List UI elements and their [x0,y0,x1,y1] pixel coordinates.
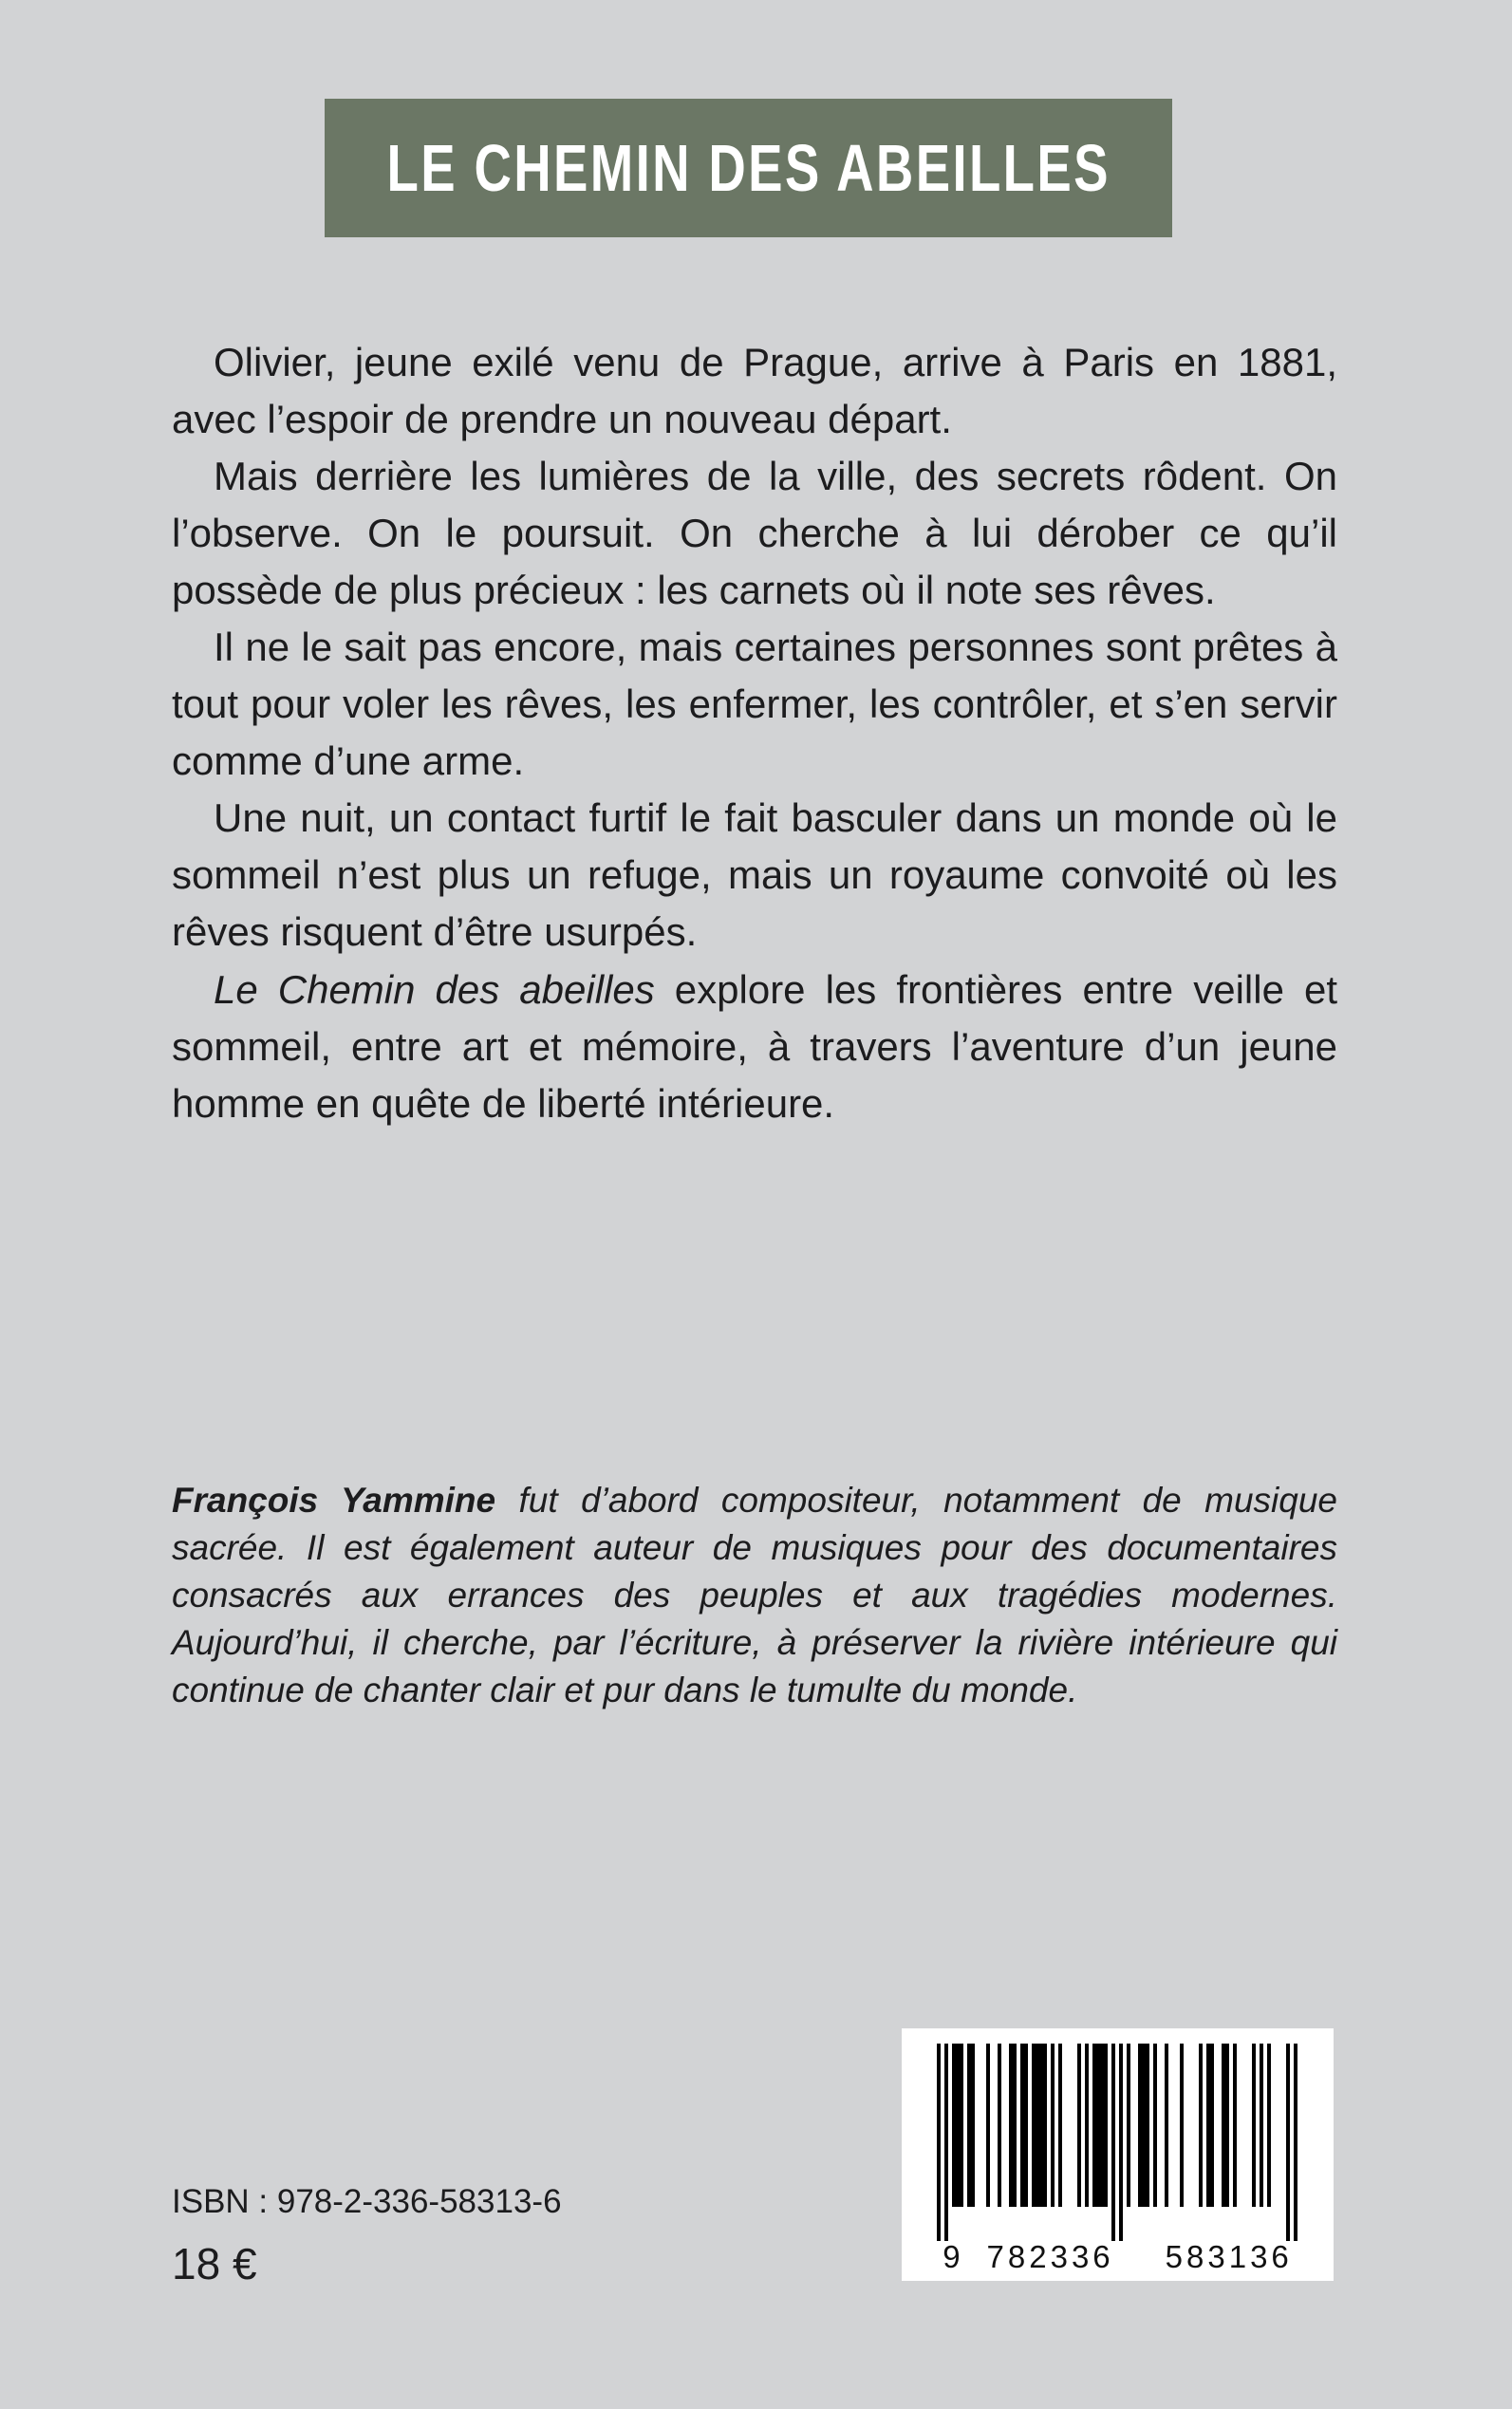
barcode-bars [932,2044,1302,2245]
price-label: 18 € [172,2239,257,2288]
isbn-label: ISBN : 978-2-336-58313-6 [172,2183,562,2220]
synopsis-paragraph: Olivier, jeune exilé venu de Prague, arrive à Paris en 1881, avec l’espoir de prendre un nouveau départ. [172,340,1337,442]
synopsis-closing-text: explore les frontières entre veille et sommeil, entre art et mémoire, à travers l’aventure d’un jeune homme en quête de liberté intérieure. [172,966,1338,1126]
book-title: LE CHEMIN DES ABEILLES [386,131,1111,205]
ean-barcode [902,2028,1334,2281]
author-bio [172,1477,1337,1714]
synopsis-paragraph: Il ne le sait pas encore, mais certaines personnes sont prêtes à tout pour voler les rêves, les enfermer, les contrôler, et s’en servir comme d’une arme. [172,625,1337,784]
author-bio-text: fut d’abord compositeur, notamment de musique sacrée. Il est également auteur de musiques pour des documentaires consacrés aux errances des peuples et aux tragédies modernes. Aujourd’hui, il cherche, par l’écriture, à préserver la rivière intérieure qui continue de chanter clair et pur dans le tumulte du monde. [172,1481,1337,1709]
barcode-digits [902,2239,1334,2275]
author-bio-paragraph [172,1477,1337,1714]
synopsis-paragraph: Une nuit, un contact furtif le fait basculer dans un monde où le sommeil n’est plus un refuge, mais un royaume convoité où les rêves risquent d’être usurpés. [172,795,1337,955]
synopsis [172,334,1337,1132]
barcode-digits-right: 583136 [1165,2239,1293,2274]
synopsis-paragraph [172,962,1337,1132]
author-name: François Yammine [172,1481,496,1520]
synopsis-paragraph: Mais derrière les lumières de la ville, des secrets rôdent. On l’observe. On le poursuit. On cherche à lui dérober ce qu’il possède de plus précieux : les carnets où il note ses rêves. [172,454,1337,613]
barcode-digits-left: 782336 [986,2239,1114,2274]
title-banner [325,99,1172,237]
barcode-digit-lead: 9 [943,2239,961,2274]
book-title-inline: Le Chemin des abeilles [214,966,655,1012]
